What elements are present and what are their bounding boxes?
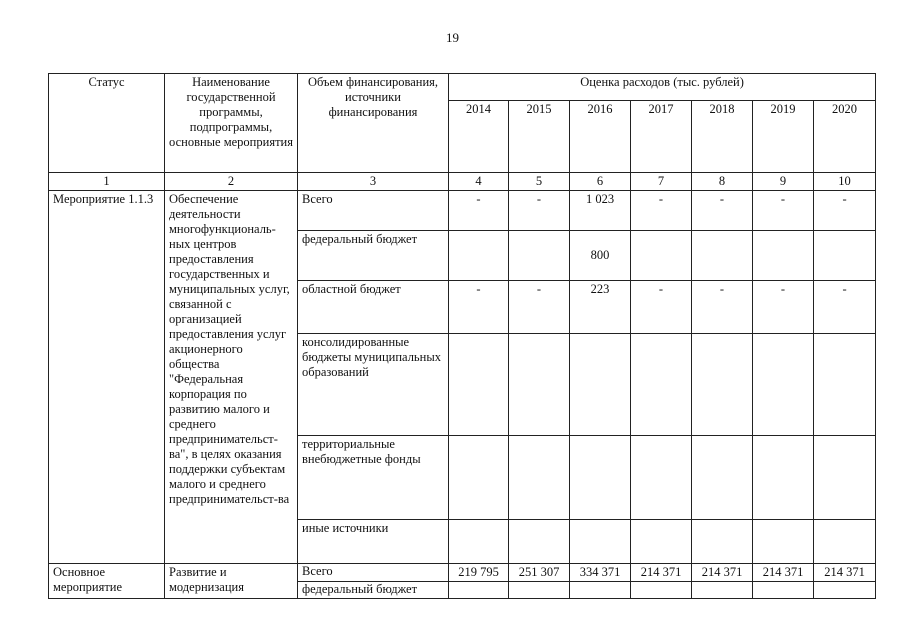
funding-source: федеральный бюджет — [298, 582, 449, 599]
column-number: 1 — [49, 173, 165, 191]
column-number: 7 — [631, 173, 692, 191]
funding-source: иные источники — [298, 520, 449, 564]
column-number: 2 — [165, 173, 298, 191]
value-cell — [570, 436, 631, 520]
value-cell — [631, 436, 692, 520]
value-cell — [692, 334, 753, 436]
value-cell — [753, 436, 814, 520]
funding-source: Всего — [298, 564, 449, 582]
value-cell — [449, 334, 509, 436]
header-estimate: Оценка расходов (тыс. рублей) — [449, 74, 876, 101]
value-cell — [692, 582, 753, 599]
value-cell: - — [692, 281, 753, 334]
value-cell: - — [631, 191, 692, 231]
value-cell — [692, 436, 753, 520]
value-cell — [449, 436, 509, 520]
funding-source: Всего — [298, 191, 449, 231]
value-cell: - — [692, 191, 753, 231]
value-cell: 334 371 — [570, 564, 631, 582]
value-cell — [509, 436, 570, 520]
value-cell — [753, 334, 814, 436]
value-cell — [449, 231, 509, 281]
header-status: Статус — [49, 74, 165, 173]
header-year: 2020 — [814, 101, 876, 173]
column-number-row — [49, 173, 876, 191]
value-cell — [631, 582, 692, 599]
value-cell — [753, 231, 814, 281]
value-cell: - — [509, 281, 570, 334]
funding-source: областной бюджет — [298, 281, 449, 334]
header-year: 2015 — [509, 101, 570, 173]
page-number: 19 — [446, 30, 459, 45]
budget-table — [48, 73, 876, 599]
value-cell — [814, 231, 876, 281]
value-cell — [692, 231, 753, 281]
header-funding: Объем финансирования, источники финансирования — [298, 74, 449, 173]
header-year: 2018 — [692, 101, 753, 173]
value-cell — [814, 436, 876, 520]
row-program-name: Развитие и модернизация — [165, 564, 298, 599]
value-cell — [509, 582, 570, 599]
value-cell — [631, 334, 692, 436]
column-number: 9 — [753, 173, 814, 191]
value-cell — [509, 231, 570, 281]
header-program-name: Наименование государственной программы, подпрограммы, основные мероприятия — [165, 74, 298, 173]
value-cell: 223 — [570, 281, 631, 334]
value-cell: 214 371 — [631, 564, 692, 582]
value-cell: 800 — [570, 231, 631, 281]
table-row — [49, 191, 876, 231]
column-number: 6 — [570, 173, 631, 191]
value-cell — [570, 520, 631, 564]
column-number: 4 — [449, 173, 509, 191]
value-cell: 219 795 — [449, 564, 509, 582]
value-cell — [570, 334, 631, 436]
value-cell — [509, 520, 570, 564]
header-year: 2017 — [631, 101, 692, 173]
value-cell — [631, 231, 692, 281]
header-year: 2016 — [570, 101, 631, 173]
value-cell: - — [814, 281, 876, 334]
value-cell — [814, 582, 876, 599]
value-cell: 1 023 — [570, 191, 631, 231]
funding-source: федеральный бюджет — [298, 231, 449, 281]
column-number: 8 — [692, 173, 753, 191]
value-cell — [753, 582, 814, 599]
value-cell — [753, 520, 814, 564]
value-cell — [814, 520, 876, 564]
value-cell: - — [509, 191, 570, 231]
header-year: 2019 — [753, 101, 814, 173]
value-cell: 214 371 — [753, 564, 814, 582]
value-cell: 214 371 — [692, 564, 753, 582]
value-cell — [692, 520, 753, 564]
row-program-name: Обеспечение деятельности многофункциональ-ных центров предоставления государственных и муниципальных услуг, связанной с организацией предоставления услуг акционерного общества "Федеральная корпорация по развитию малого и среднего предпринимательст-ва", в целях оказания поддержки субъектам малого и среднего предпринимательст-ва — [165, 191, 298, 564]
value-cell — [449, 520, 509, 564]
table-row — [49, 564, 876, 582]
value-cell: 251 307 — [509, 564, 570, 582]
funding-source: территориальные внебюджетные фонды — [298, 436, 449, 520]
header-row-1 — [49, 74, 876, 101]
row-status: Мероприятие 1.1.3 — [49, 191, 165, 564]
funding-source: консолидированные бюджеты муниципальных образований — [298, 334, 449, 436]
value-cell: - — [753, 191, 814, 231]
value-cell: - — [753, 281, 814, 334]
row-status: Основное мероприятие — [49, 564, 165, 599]
column-number: 3 — [298, 173, 449, 191]
value-cell — [570, 582, 631, 599]
value-cell: - — [449, 191, 509, 231]
column-number: 5 — [509, 173, 570, 191]
header-year: 2014 — [449, 101, 509, 173]
value-cell: - — [814, 191, 876, 231]
column-number: 10 — [814, 173, 876, 191]
value-cell: - — [449, 281, 509, 334]
value-cell: 214 371 — [814, 564, 876, 582]
value-cell — [814, 334, 876, 436]
value-cell — [449, 582, 509, 599]
value-cell: - — [631, 281, 692, 334]
value-cell — [509, 334, 570, 436]
value-cell — [631, 520, 692, 564]
